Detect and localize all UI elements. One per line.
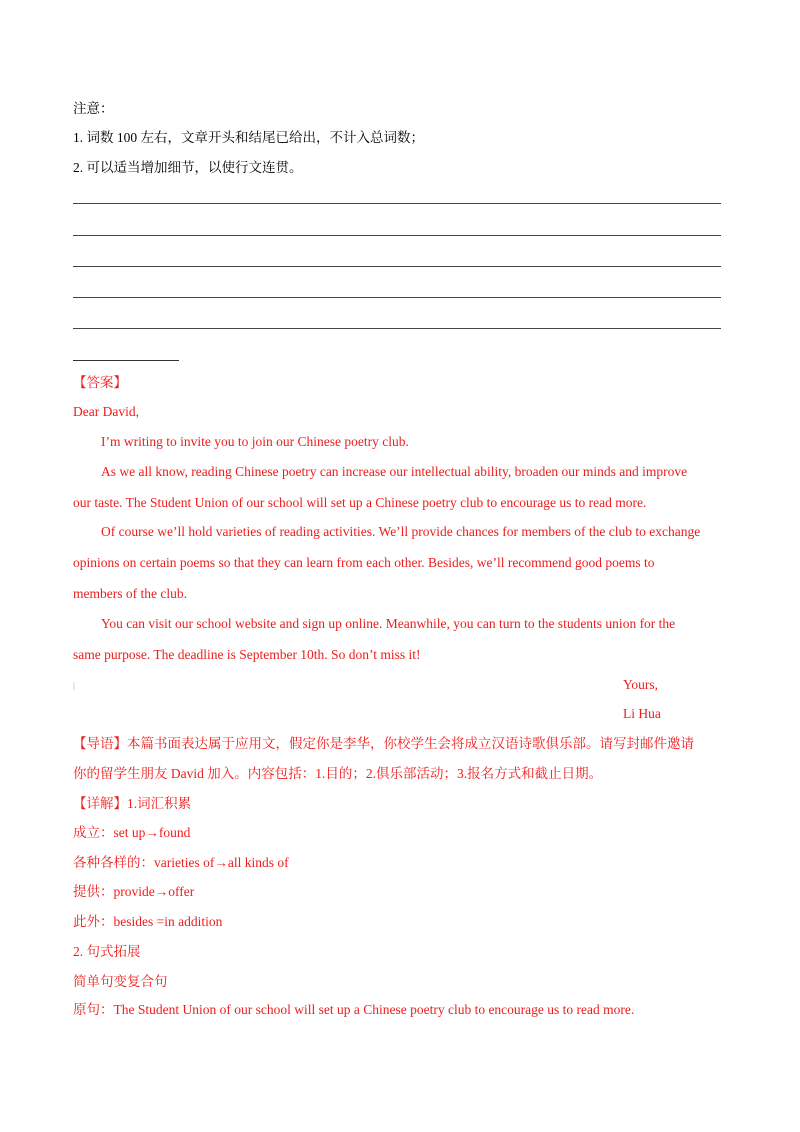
vocab-item-2: 各种各样的：varieties of→all kinds of <box>73 855 289 870</box>
letter-paragraph-3-line-2: opinions on certain poems so that they can learn from each other. Besides, we’ll recommend good poems to <box>73 555 655 570</box>
notes-item-2: 2. 可以适当增加细节，以使行文连贯。 <box>73 160 303 175</box>
guide-line-2: 你的留学生朋友 David 加入。内容包括：1.目的；2.俱乐部活动；3.报名方式和截止日期。 <box>73 766 603 781</box>
notes-item-1: 1. 词数 100 左右，文章开头和结尾已给出，不计入总词数； <box>73 130 424 145</box>
vocab-item-1: 成立：set up→found <box>73 825 191 840</box>
vocab-item-3: 提供：provide→offer <box>73 884 195 899</box>
letter-greeting: Dear David, <box>73 404 139 419</box>
original-sentence: 原句：The Student Union of our school will set up a Chinese poetry club to encourage us to read more. <box>73 1002 635 1017</box>
letter-signature: Li Hua <box>623 706 661 721</box>
sentence-section-title: 2. 句式拓展 <box>73 944 141 959</box>
letter-paragraph-3-line-3: members of the club. <box>73 586 187 601</box>
letter-paragraph-2-line-1: As we all know, reading Chinese poetry can increase our intellectual ability, broaden our minds and improve <box>101 464 688 479</box>
writing-line-5 <box>73 328 721 329</box>
letter-paragraph-3-line-1: Of course we’ll hold varieties of reading activities. We’ll provide chances for members of the club to exchange <box>101 524 701 539</box>
writing-line-1 <box>73 203 721 204</box>
answer-heading: 【答案】 <box>73 375 127 390</box>
guide-line-1: 【导语】本篇书面表达属于应用文，假定你是李华，你校学生会将成立汉语诗歌俱乐部。请写封邮件邀请 <box>73 736 694 751</box>
letter-paragraph-4-line-1: You can visit our school website and sign up online. Meanwhile, you can turn to the students union for the <box>101 616 676 631</box>
detail-heading: 【详解】1.词汇积累 <box>73 796 192 811</box>
writing-line-2 <box>73 235 721 236</box>
scan-mark <box>73 682 75 690</box>
letter-closing: Yours, <box>623 677 659 692</box>
letter-paragraph-2-line-2: our taste. The Student Union of our school will set up a Chinese poetry club to encourage us to read more. <box>73 495 647 510</box>
letter-paragraph-1: I’m writing to invite you to join our Chinese poetry club. <box>101 434 409 449</box>
notes-title: 注意： <box>73 101 114 116</box>
separator-line <box>73 360 179 361</box>
vocab-item-4: 此外：besides =in addition <box>73 914 223 929</box>
writing-line-3 <box>73 266 721 267</box>
writing-line-4 <box>73 297 721 298</box>
sentence-subtitle: 简单句变复合句 <box>73 974 168 989</box>
letter-paragraph-4-line-2: same purpose. The deadline is September 10th. So don’t miss it! <box>73 647 421 662</box>
